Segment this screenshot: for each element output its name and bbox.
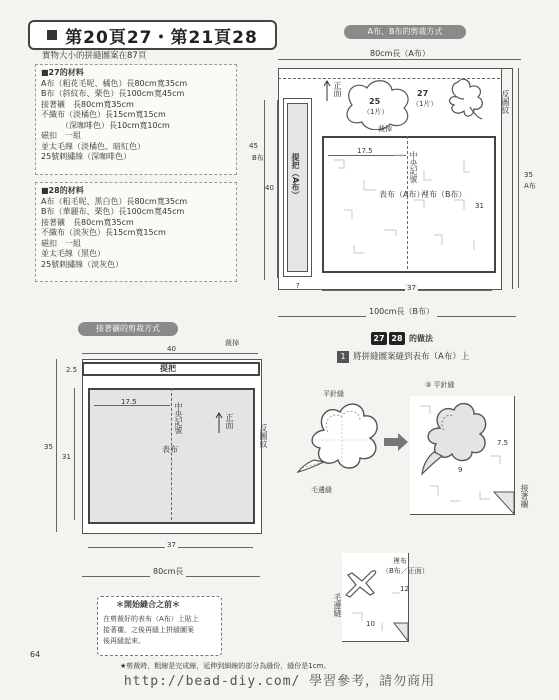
running-stitch-label: 平針縫 [323, 390, 344, 398]
handle-label: 提把（A布） [291, 153, 300, 200]
dim-label-45: 45 [249, 142, 258, 150]
material-line: （深咖啡色）長10cm寬10cm [41, 120, 170, 130]
method-title: 的做法 [409, 334, 433, 343]
materials-27-heading: ■27的材料 [41, 68, 84, 77]
material-line: 不織布（淡灰色）長15cm寬15cm [41, 228, 166, 237]
piece-27-count: （1片） [412, 100, 438, 108]
material-line: 並太毛線（淡橘色、暗紅色） [41, 141, 145, 151]
dim-label-37: 37 [407, 284, 416, 292]
sewing-note-box [97, 596, 222, 656]
step-1-text: 將拼縫圖案縫到表布（A布）上 [353, 352, 470, 362]
center-mark-label-b: 中央記號 [174, 402, 183, 434]
badge-28: 28 [389, 332, 405, 345]
up-arrow-icon [323, 79, 331, 103]
page-number: 64 [30, 650, 41, 659]
right-side-label-b: 正面 [225, 413, 234, 429]
front-a-label: 表布（A布） [379, 190, 425, 199]
dim-label-q: ? [296, 282, 300, 290]
watermark-url: http://bead-diy.com/ 學習參考，請勿商用 [123, 674, 436, 689]
dim-label-35: 35 [524, 171, 533, 179]
note-line: 在剪裁好的表布（A布）上貼上 [103, 615, 199, 623]
material-line: 接著襯 長80cm寬35cm [41, 217, 134, 227]
right-side-label: 正面 [333, 81, 342, 97]
lining-b-label: 裡布（B布） [421, 190, 467, 199]
title-square-icon [47, 30, 57, 40]
material-line: 25號刺繡線（深咖啡色） [41, 152, 132, 161]
dim-label-31b: 31 [62, 453, 71, 461]
material-line: 不織布（淡橘色）長15cm寬15cm [41, 110, 166, 119]
note-line: 接著襯，之後再縫上拼縫圖案 [103, 626, 194, 634]
cutoff-label-b: 裁掉 [225, 339, 239, 347]
material-line: B布（華麗布、栗色）長100cm寬45cm [41, 207, 185, 216]
dim-label-40b: 40 [167, 345, 176, 353]
dim-label-80b: 80cm長 [150, 567, 186, 577]
right-arrow-icon [384, 433, 408, 451]
material-line: 磁扣 一組 [41, 131, 81, 140]
center-mark-label: 中央記號 [409, 151, 418, 183]
material-line: 25號刺繡線（淡灰色） [41, 259, 124, 269]
dim-line-35b [56, 359, 57, 532]
cutoff-label: 裁掉 [378, 125, 392, 133]
cut-ab-pill: A布、B布的剪裁方式 [344, 25, 466, 39]
step-1-badge: 1 [337, 351, 349, 363]
reverse-pattern-label-b: 反圖紋 [259, 424, 268, 448]
clover-applique-left [294, 400, 386, 480]
page-title [28, 20, 277, 50]
blanket-stitch-label: 毛邊縫 [311, 486, 332, 494]
pattern-note: 實物大小的拼縫圖案在87頁 [42, 51, 147, 61]
material-line: 接著襯 長80cm寬35cm [41, 99, 134, 109]
dim-label-31: 31 [475, 202, 484, 210]
clover-applique-right [416, 400, 490, 478]
dim-label-10: 10 [366, 620, 375, 628]
dim-label-2-5: 2.5 [66, 366, 78, 374]
cutting-note: ★剪裁時，粗線是完成線，延伸到細線的部分為縫份，縫份是1cm。 [120, 662, 331, 670]
applique-27-shape [442, 77, 486, 121]
material-line: 磁扣 一組 [41, 238, 81, 248]
lining-sub-label: （B布／正面） [382, 567, 429, 575]
airplane-applique-icon [342, 565, 382, 601]
note-title: ＊開始縫合之前＊ [116, 600, 180, 609]
lining-label: 裡布 [393, 557, 407, 565]
materials-28-heading: ■28的材料 [41, 186, 84, 195]
badge-27: 27 [371, 332, 387, 345]
dim-label-80: 80cm長（A布） [367, 49, 433, 59]
piece-25-number: 25 [369, 97, 381, 106]
dim-label-a: A布 [524, 182, 536, 190]
dim-line-35 [518, 68, 519, 288]
dim-label-9: 9 [458, 466, 463, 474]
reverse-pattern-label: 反圖紋 [501, 90, 510, 114]
piece-27-number: 27 [417, 89, 429, 98]
dim-label-12: 12 [400, 585, 409, 593]
front-label-b: 表布 [162, 445, 178, 454]
materials-28-box [35, 182, 237, 282]
running-stitch-label-3: ③ 平針縫 [425, 381, 455, 389]
material-line: 並太毛線（黑色） [41, 249, 105, 258]
up-arrow-icon-b [215, 411, 223, 435]
dim-label-7-5: 7.5 [497, 439, 509, 447]
dim-label-37b: 37 [167, 541, 176, 549]
handle-label-b: 提把 [160, 364, 176, 373]
pattern-texture [324, 140, 490, 266]
piece-25-count: （1片） [363, 108, 389, 116]
material-line: A布（粗毛呢、黑白色）長80cm寬35cm [41, 196, 188, 206]
dim-line-top [278, 59, 521, 60]
dim-label-40: 40 [265, 184, 274, 192]
dim-line-40 [277, 100, 278, 278]
blanket-stitch-label-2: 毛邊縫 [333, 593, 342, 617]
note-line: 後再縫起來。 [103, 637, 145, 645]
material-line: B布（斜紋布、栗色）長100cm寬45cm [41, 89, 185, 98]
materials-27-box [35, 64, 237, 175]
dim-label-b: B布 [252, 154, 264, 162]
interfacing-label: 接著襯 [520, 484, 529, 508]
dim-label-17-5b: 17.5 [121, 398, 137, 406]
dim-label-100: 100cm長（B布） [366, 307, 437, 317]
interfacing-pill: 接著襯的剪裁方式 [78, 322, 178, 336]
page-title-text: 第20頁27・第21頁28 [65, 27, 258, 48]
material-line: A布（粗花毛呢、橘色）長80cm寬35cm [41, 78, 188, 88]
dim-label-35b: 35 [44, 443, 53, 451]
dim-line-31b [74, 388, 75, 520]
dim-label-17-5: 17.5 [357, 147, 373, 155]
